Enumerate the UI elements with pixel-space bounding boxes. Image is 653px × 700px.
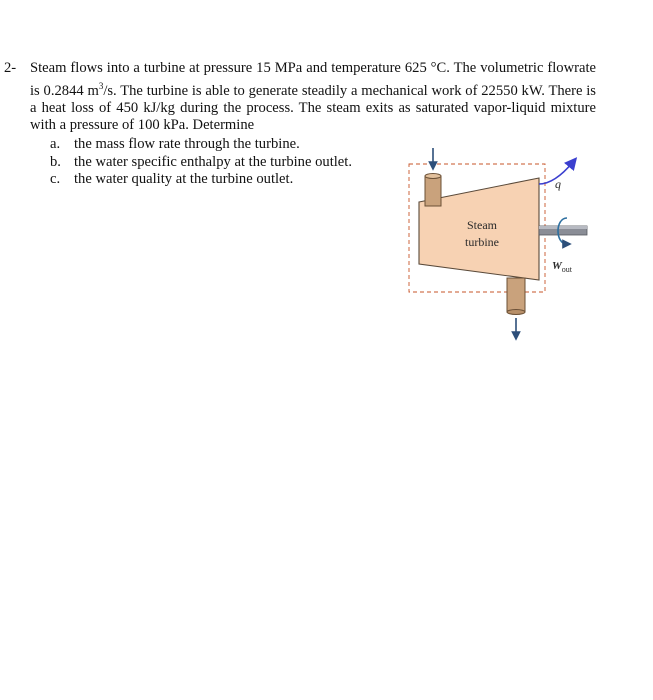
part-a — [50, 136, 390, 154]
part-a-letter: a. — [50, 136, 61, 152]
problem-statement — [4, 60, 596, 135]
turbine-figure — [395, 140, 595, 355]
problem-number: 2- — [4, 60, 17, 76]
outlet-pipe — [507, 278, 525, 315]
part-a-text: the mass flow rate through the turbine. — [74, 136, 300, 152]
inlet-pipe — [425, 174, 441, 207]
problem-text — [30, 60, 596, 135]
part-c-letter: c. — [50, 171, 61, 187]
work-label-subscript: out — [561, 265, 573, 275]
problem-text-part2: /s. The turbine is able to generate steadily a mechanical work of 22550 kW. There is a heat loss of 450 kJ/kg during the process. The steam exits as saturated vapor-liquid mixture with a pressure of 100 kPa. Determine — [30, 82, 596, 134]
part-c-text: the water quality at the turbine outlet. — [74, 171, 294, 187]
part-b-text: the water specific enthalpy at the turbine outlet. — [74, 153, 352, 170]
turbine-label-line2: turbine — [465, 235, 499, 249]
heat-label: q — [555, 177, 561, 191]
part-c — [50, 171, 390, 189]
work-label — [552, 260, 572, 274]
part-b — [50, 154, 390, 172]
part-b-letter: b. — [50, 153, 61, 170]
work-label-main: W — [552, 260, 562, 272]
question-parts — [50, 136, 390, 189]
output-shaft — [539, 218, 587, 244]
problem-text-part1: Steam flows into a turbine at pressure 15 MPa and temperature 625 °C. The volumetric flowrate is 0.2844 m — [30, 60, 596, 99]
turbine-label-line1: Steam — [467, 218, 497, 232]
cubic-superscript: 3 — [98, 80, 104, 91]
